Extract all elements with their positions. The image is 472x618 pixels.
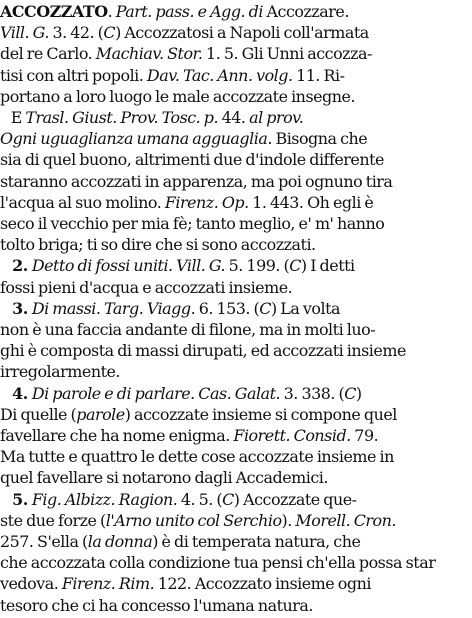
entry-text: 257. S'ella ( <box>0 532 88 551</box>
entry-citation-text: C <box>222 489 234 509</box>
entry-text: Ma tutte e quattro le dette cose accozzate insieme in <box>0 447 394 467</box>
entry-text: 1. 443. Oh egli è <box>248 192 374 212</box>
entry-text: . <box>107 2 116 21</box>
entry-bold-text: 5. <box>0 489 32 509</box>
entry-text: ) <box>355 383 362 403</box>
entry-text: ghi è composta di massi dirupati, ed accozzati insieme <box>0 341 406 361</box>
entry-text: portano a loro luogo le male accozzate insegne. <box>0 86 356 106</box>
entry-bold-text: 4. <box>0 383 32 403</box>
entry-citation-text: Ogni uguaglianza umana agguaglia <box>0 129 268 149</box>
entry-text: 4. 5. ( <box>177 489 223 509</box>
entry-text: staranno accozzati in apparenza, ma poi ognuno tira <box>0 171 393 191</box>
entry-bold-text: ACCOZZATO <box>0 2 108 21</box>
entry-text: ) accozzate insieme si compone quel <box>124 404 397 424</box>
entry-text: 3. 42. ( <box>48 23 104 43</box>
entry-text: 1. 5. Gli Unni accozza- <box>202 44 372 64</box>
entry-citation-text: Vill. G. <box>0 23 49 43</box>
entry-bold-text: 2. <box>0 256 32 276</box>
entry-citation-text: la donna <box>87 532 153 551</box>
entry-text: del re Carlo. <box>0 44 96 64</box>
entry-citation-text: al prov. <box>249 108 304 127</box>
entry-text: ) I detti <box>300 256 355 276</box>
entry-citation-text: l'Arno unito col Serchio <box>105 510 282 530</box>
entry-text: tisi con altri popoli. <box>0 65 147 85</box>
entry-text: Di quelle ( <box>0 404 77 424</box>
entry-bold-text: 3. <box>0 298 32 318</box>
entry-citation-text: Detto di fossi uniti. Vill. G. <box>31 256 226 276</box>
entry-text: Accozzare <box>266 2 345 21</box>
entry-text: ) è di temperata natura, che <box>152 532 361 551</box>
entry-citation-text: Fig. Albizz. Ragion. <box>31 489 178 509</box>
entry-text: sia di quel buono, altrimenti due d'indole differente <box>0 150 384 170</box>
entry-text: fossi pieni d'acqua e accozzati insieme. <box>0 277 293 297</box>
entry-text: vedova. <box>0 574 62 594</box>
entry-text: ) Accozzatosi a Napoli coll'armata <box>115 23 369 43</box>
entry-text: seco il vecchio per mia fè; tanto meglio, e' m' hanno <box>0 214 385 233</box>
entry-citation-text: Firenz. Op. <box>164 192 249 212</box>
entry-text: 6. 153. ( <box>195 298 260 318</box>
entry-text: 11. Ri- <box>292 65 345 85</box>
entry-text: ) La volta <box>270 298 341 318</box>
entry-text: 122. Accozzato insieme ogni <box>154 574 371 594</box>
entry-text: 3. 338. ( <box>280 383 345 403</box>
entry-citation-text: Part. pass. e Agg. di <box>115 2 267 21</box>
entry-citation-text: Morell. Cron. <box>295 510 396 530</box>
entry-text: che accozzata colla condizione tua pensi ch'ella possa star <box>0 553 436 573</box>
entry-citation-text: C <box>289 256 301 276</box>
entry-citation-text: C <box>103 23 116 43</box>
entry-text: quel favellare si notarono dagli Accademici. <box>0 468 328 488</box>
entry-citation-text: Dav. Tac. Ann. volg. <box>146 65 293 85</box>
entry-text: tesoro che ci ha concesso l'umana natura. <box>0 595 313 615</box>
entry-text: non è una faccia andante di filone, ma in molti luo- <box>0 320 376 339</box>
entry-text: E <box>0 108 26 127</box>
entry-text: ). <box>281 510 296 530</box>
entry-text: ste due forze ( <box>0 510 106 530</box>
entry-text: irregolarmente. <box>0 362 120 382</box>
entry-text: l'acqua al suo molino. <box>0 192 165 212</box>
entry-text: tolto briga; ti so dire che si sono accozzati. <box>0 235 316 255</box>
entry-citation-text: C <box>259 298 271 318</box>
entry-citation-text: Di parole e di parlare. Cas. Galat. <box>31 383 281 403</box>
entry-citation-text: parole <box>76 404 125 424</box>
entry-text: . Bisogna che <box>267 129 368 149</box>
entry-text: 44. <box>218 108 250 127</box>
entry-citation-text: C <box>344 383 356 403</box>
entry-citation-text: Di massi. Targ. Viagg. <box>31 298 196 318</box>
entry-text: ) Accozzate que- <box>233 489 357 509</box>
entry-citation-text: Machiav. Stor. <box>95 44 203 64</box>
entry-text: 79. <box>350 426 379 445</box>
entry-text: . <box>344 2 349 21</box>
entry-text: favellare che ha nome enigma. <box>0 426 234 445</box>
entry-citation-text: Fiorett. Consid. <box>233 426 351 445</box>
entry-text: 5. 199. ( <box>225 256 290 276</box>
entry-citation-text: Trasl. Giust. Prov. Tosc. p. <box>25 108 219 127</box>
entry-citation-text: Firenz. Rim. <box>61 574 155 594</box>
